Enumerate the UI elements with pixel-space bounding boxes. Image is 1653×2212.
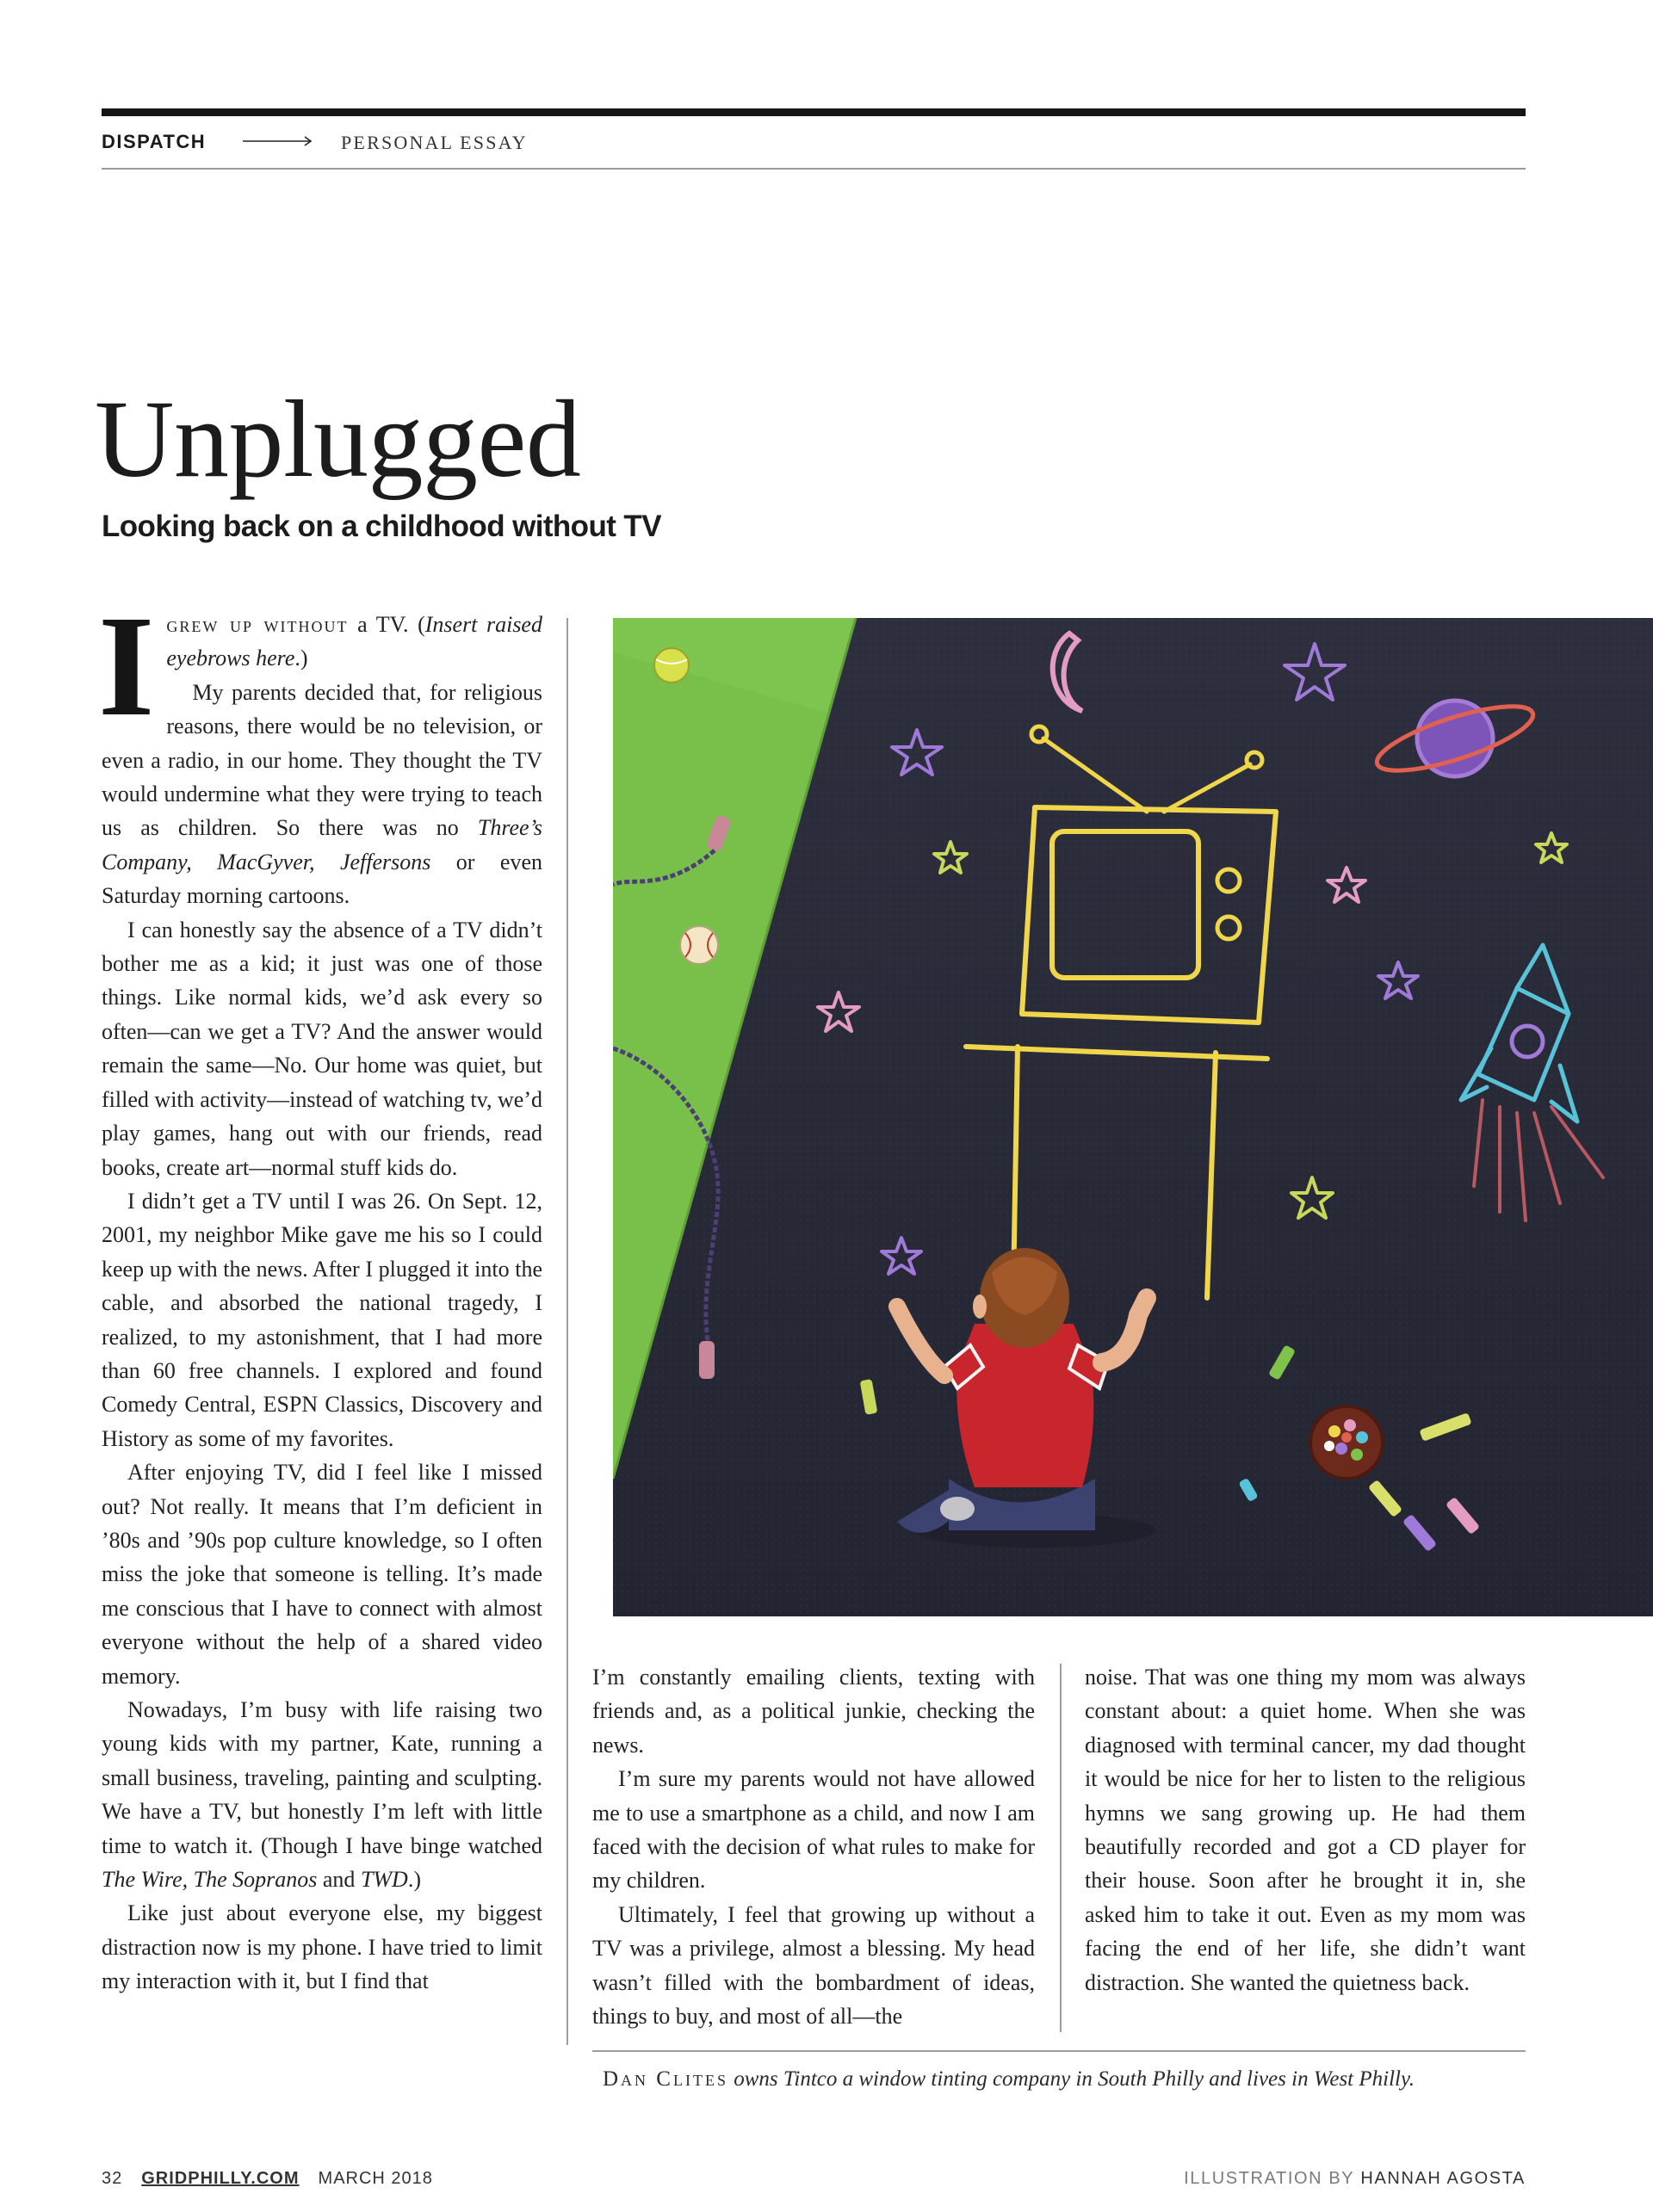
paragraph-text: Nowadays, I’m busy with life raising two young kids with my partner, Kate, running a small business, traveling, painting and sculpting. We have a TV, but honestly I’m left with little time to watch it. (Though I have binge watched xyxy=(102,1697,542,1858)
author-bio xyxy=(603,2067,1532,2092)
lead-paragraph xyxy=(98,586,542,746)
paragraph xyxy=(102,1693,542,1896)
subtitle-dek: Looking back on a childhood without TV xyxy=(102,510,661,543)
tv-show-titles: The Wire, The Sopranos xyxy=(102,1867,318,1893)
chalk-bowl xyxy=(1310,1406,1383,1479)
paragraph-text: .) xyxy=(407,1867,422,1893)
page-footer xyxy=(102,2169,452,2189)
lead-smallcaps: grew up without xyxy=(166,612,349,637)
author-bio-text: owns Tintco a window tinting company in South Philly and lives in West Philly. xyxy=(727,2067,1415,2091)
issue-date: MARCH 2018 xyxy=(318,2169,433,2188)
paragraph: Ultimately, I feel that growing up without a TV was a privilege, almost a blessing. My head wasn’t filled with the bombardment of ideas, things to buy, and most of all—the xyxy=(592,1901,1035,2030)
page-title: Unplugged xyxy=(95,378,581,500)
lead-italic: Insert raised eyebrows here xyxy=(166,612,542,671)
top-rule xyxy=(102,108,1526,116)
credit-label: ILLUSTRATION BY xyxy=(1184,2169,1355,2188)
header-divider xyxy=(102,168,1526,170)
paragraph: I can honestly say the absence of a TV didn’t bother me as a kid; it just was one of those things. Like normal kids, we’d ask every so often—can we get a TV? And the answer would remain the same—No. Our home was quiet, but filled with activity—instead of watching tv, we’d play games, hang out with our friends, read books, create art—normal stuff kids do. xyxy=(102,917,542,1180)
paragraph: Like just about everyone else, my biggest distraction now is my phone. I have tried to limit my interaction with it, but I find that xyxy=(102,1900,542,1994)
baseball xyxy=(680,926,718,964)
paragraph: I’m constantly emailing clients, texting with friends and, as a political junkie, checking the news. xyxy=(592,1665,1035,1758)
drop-cap: I xyxy=(98,586,155,746)
section-label: DISPATCH xyxy=(102,131,207,152)
lead-close: .) xyxy=(294,646,308,671)
paragraph: I didn’t get a TV until I was 26. On Sept. 12, 2001, my neighbor Mike gave me his so I could keep up with the news. After I plugged it into the cable, and absorbed the national tragedy, I realized, to my astonishment, that I had more than 60 free channels. I explored and found Comedy Central, ESPN Classics, Discovery and History as some of my favorites. xyxy=(102,1188,542,1451)
illustration-credit xyxy=(1184,2169,1526,2189)
article-column-3 xyxy=(1085,1660,1526,1999)
lead-text: a TV. ( xyxy=(348,612,425,637)
paragraph: I’m sure my parents would not have allowed me to use a smartphone as a child, and now I am faced with the decision of what rules to make for my children. xyxy=(592,1766,1035,1894)
column-divider xyxy=(1060,1664,1062,2032)
credit-name: HANNAH AGOSTA xyxy=(1360,2169,1526,2188)
paragraph-text: and xyxy=(317,1867,361,1893)
section-subtitle: PERSONAL ESSAY xyxy=(341,132,528,153)
tennis-ball xyxy=(654,648,689,683)
article-column-1 xyxy=(98,586,542,1999)
paragraph xyxy=(102,676,542,913)
paragraph-text: or even Saturday morning cartoons. xyxy=(102,849,542,909)
paragraph-text: My parents decided that, for religious reasons, there would be no television, or even a radio, in our home. They thought the TV would undermine what they were trying to teach us as children. So there was no xyxy=(102,679,542,841)
author-name: Dan Clites xyxy=(603,2067,728,2091)
tv-show-titles: Three’s Company, MacGyver, Jeffersons xyxy=(102,815,542,874)
article-column-2 xyxy=(592,1660,1035,2033)
page-number: 32 xyxy=(102,2169,123,2188)
paragraph: After enjoying TV, did I feel like I missed out? Not really. It means that I’m deficient in ’80s and ’90s pop culture knowledge, so I often miss the joke that someone is telling. It’s made me conscious that I have to connect with almost everyone without the help of a shared video memory. xyxy=(102,1460,542,1689)
column-divider xyxy=(566,618,568,2045)
tv-show-titles: TWD xyxy=(360,1867,408,1893)
paragraph: noise. That was one thing my mom was always constant about: a quiet home. When she was diagnosed with terminal cancer, my dad thought it would be nice for her to listen to the religious hymns we sang growing up. He had them beautifully recorded and got a CD player for their house. Soon after he brought it in, she asked him to take it out. Even as my mom was facing the end of her life, she didn’t want distraction. She wanted the quietness back. xyxy=(1085,1665,1526,1995)
bio-divider xyxy=(592,2050,1526,2052)
site-name: GRIDPHILLY.COM xyxy=(141,2169,300,2188)
arrow-right-icon xyxy=(243,134,313,148)
chalk-tv-illustration xyxy=(613,618,1653,1616)
